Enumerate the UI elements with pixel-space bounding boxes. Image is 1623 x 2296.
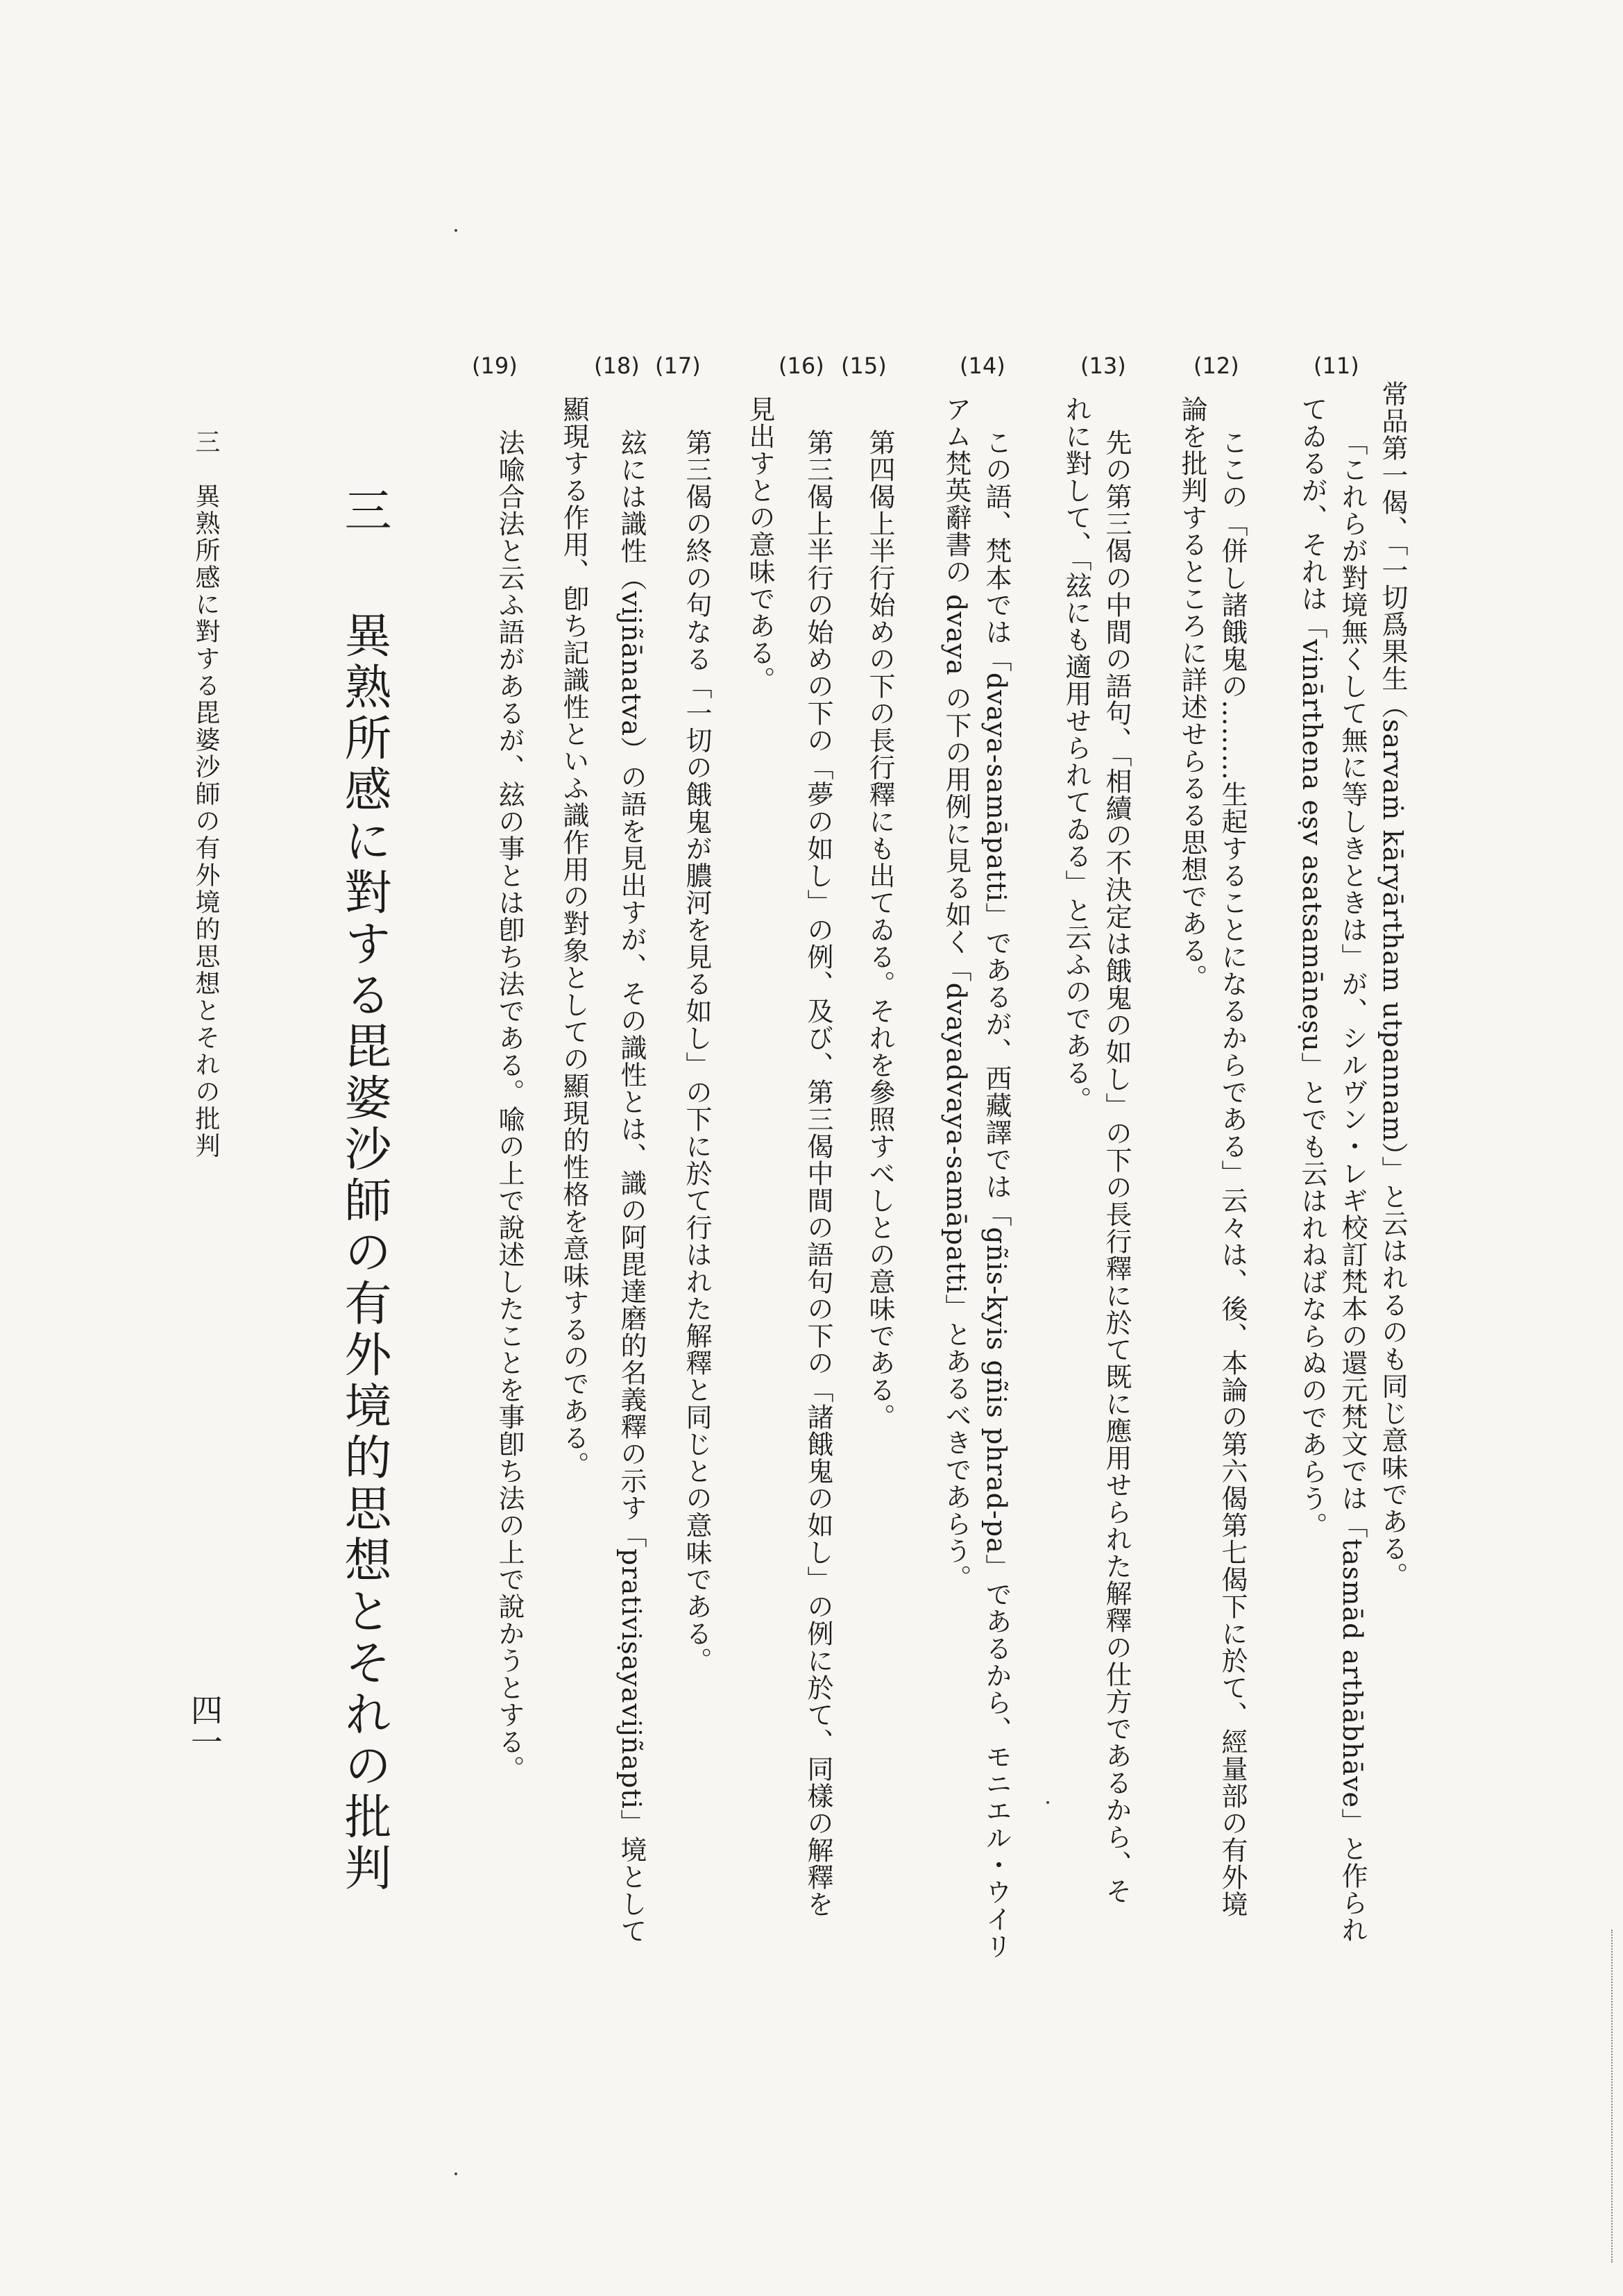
note-12-line-1: ここの「併し諸餓鬼の………生起することになるからである」云々は、後、本論の第六偈第七偈下に於て、經量部の有外境	[1217, 429, 1248, 1918]
note-number-11: (11)	[1314, 353, 1359, 379]
scan-edge	[1611, 1930, 1615, 2263]
note-18-line-1: 玆には識性（vijñānatva）の語を見出すが、その識性とは、識の阿毘達磨的名義釋の示す「prativiṣayavijñapti」境として	[616, 429, 647, 1945]
note-14-line-2: アム梵英辭書の dvaya の下の用例に見る如く「dvayadvaya-samāpatti」とあるべきであらう。	[941, 396, 971, 1592]
page-number: 四一	[186, 1694, 223, 1757]
note-14-line-1: この語、梵本では「dvaya-samāpatti」であるが、西藏譯では「gñis-kyis gñis phrad-pa」であるから、モニエル・ウイリ	[981, 429, 1012, 1960]
section-heading-number: 三	[337, 486, 391, 537]
note-number-13: (13)	[1080, 353, 1126, 379]
note-number-19: (19)	[472, 353, 518, 379]
section-heading-title: 異熟所感に對する毘婆沙師の有外境的思想とそれの批判	[337, 611, 391, 1895]
running-head: 三 異熟所感に對する毘婆沙師の有外境的思想とそれの批判	[192, 429, 220, 1160]
note-15-line-1: 第四偈上半行始めの下の長行釋にも出てゐる。それを參照すべしとの意味である。	[865, 429, 895, 1430]
note-number-15: (15)	[841, 353, 887, 379]
note-11-line-3: てゐるが、それは「vinārthena eṣv asatsamāneṣu」とでも云はれねばならぬのであらう。	[1297, 396, 1327, 1539]
note-17-line-1: 第三偈の終の句なる「一切の餓鬼が膿河を見る如し」の下に於て行はれた解釋と同じとの意味である。	[681, 429, 712, 1674]
note-18-line-2: 顯現する作用、卽ち記識性といふ識作用の對象としての顯現的性格を意味するのである。	[559, 396, 589, 1478]
note-number-18: (18)	[594, 353, 640, 379]
note-number-17: (17)	[655, 353, 701, 379]
scan-speck	[454, 229, 457, 232]
note-13-line-1: 先の第三偈の中間の語句、「相續の不決定は餓鬼の如し」の下の長行釋に於て既に應用せられた解釋の仕方であるから、そ	[1101, 429, 1132, 1905]
note-11-line-1: 常品第一偈、「一切爲果生（sarvaṁ kāryārtham utpannam）」と云はれるのも同じ意味である。	[1377, 380, 1408, 1589]
note-number-14: (14)	[960, 353, 1005, 379]
scan-speck	[454, 2172, 457, 2175]
note-19-line-1: 法喩合法と云ふ語があるが、玆の事とは卽ち法である。喩の上で說述したことを事卽ち法の上で說かうとする。	[494, 429, 525, 1782]
note-12-line-2: 論を批判するところに詳述せらるる思想である。	[1177, 396, 1207, 991]
note-16-line-2: 見出すとの意味である。	[745, 396, 775, 693]
note-11-line-2: 「これらが對境無くして無に等しきときは」が、シルヴン・レギ校訂梵本の還元梵文では「tasmād arthābhāve」と作られ	[1337, 429, 1368, 1944]
note-number-12: (12)	[1193, 353, 1239, 379]
note-number-16: (16)	[779, 353, 824, 379]
note-16-line-1: 第三偈上半行の始めの下の「夢の如し」の例、及び、第三偈中間の語句の下の「諸餓鬼の如し」の例に於て、同樣の解釋を	[803, 429, 833, 1918]
scan-speck	[1046, 1801, 1049, 1804]
note-13-line-2: れに對して、「玆にも適用せられてゐる」と云ふのである。	[1061, 396, 1091, 1113]
